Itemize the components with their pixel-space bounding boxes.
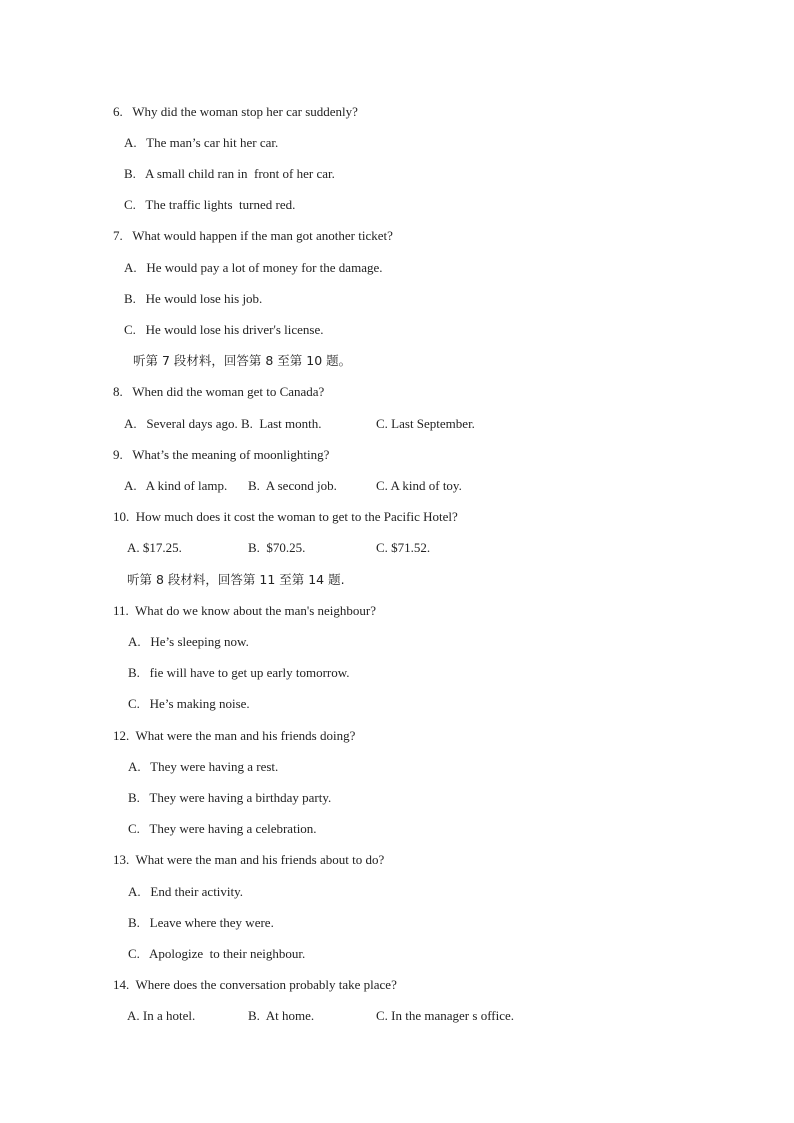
question-10-option-c: C. $71.52. — [376, 540, 431, 555]
question-6-option-c: C. The traffic lights turned red. — [124, 197, 296, 212]
question-12-option-c: C. They were having a celebration. — [128, 821, 317, 836]
question-10-option-a: A. $17.25. — [127, 540, 182, 555]
question-14-option-a: A. In a hotel. — [127, 1008, 196, 1023]
question-13-option-c: C. Apologize to their neighbour. — [128, 946, 306, 961]
question-9-option-b: B. A second job. — [248, 478, 337, 493]
question-9-option-a: A. A kind of lamp. — [124, 478, 228, 493]
question-11-option-b: B. fie will have to get up early tomorrow. — [128, 665, 350, 680]
question-11: 11. What do we know about the man's neighbour? — [113, 603, 377, 618]
section-7-instruction: 听第 7 段材料，回答第 8 至第 10 题。 — [133, 353, 352, 368]
question-13-option-a: A. End their activity. — [128, 884, 244, 899]
question-10: 10. How much does it cost the woman to get to the Pacific Hotel? — [113, 509, 458, 524]
question-7-option-b: B. He would lose his job. — [124, 291, 263, 306]
question-11-option-a: A. He’s sleeping now. — [128, 634, 249, 649]
question-6-option-b: B. A small child ran in front of her car. — [124, 166, 335, 181]
question-12: 12. What were the man and his friends doing? — [113, 728, 356, 743]
question-14: 14. Where does the conversation probably take place? — [113, 977, 397, 992]
question-8-options-a-b: A. Several days ago. B. Last month. — [124, 416, 322, 431]
question-6-option-a: A. The man’s car hit her car. — [124, 135, 279, 150]
section-8-instruction: 听第 8 段材料，回答第 11 至第 14 题. — [127, 572, 345, 587]
question-8: 8. When did the woman get to Canada? — [113, 384, 325, 399]
question-7-option-c: C. He would lose his driver's license. — [124, 322, 324, 337]
question-13: 13. What were the man and his friends about to do? — [113, 852, 385, 867]
question-11-option-c: C. He’s making noise. — [128, 696, 250, 711]
question-7: 7. What would happen if the man got another ticket? — [113, 228, 393, 243]
question-14-option-c: C. In the manager s office. — [376, 1008, 515, 1023]
question-13-option-b: B. Leave where they were. — [128, 915, 274, 930]
question-14-option-b: B. At home. — [248, 1008, 315, 1023]
question-6: 6. Why did the woman stop her car suddenly? — [113, 104, 358, 119]
question-10-option-b: B. $70.25. — [248, 540, 306, 555]
question-8-option-c: C. Last September. — [376, 416, 475, 431]
question-9: 9. What’s the meaning of moonlighting? — [113, 447, 330, 462]
question-7-option-a: A. He would pay a lot of money for the damage. — [124, 260, 383, 275]
question-12-option-a: A. They were having a rest. — [128, 759, 279, 774]
question-12-option-b: B. They were having a birthday party. — [128, 790, 332, 805]
question-9-option-c: C. A kind of toy. — [376, 478, 462, 493]
